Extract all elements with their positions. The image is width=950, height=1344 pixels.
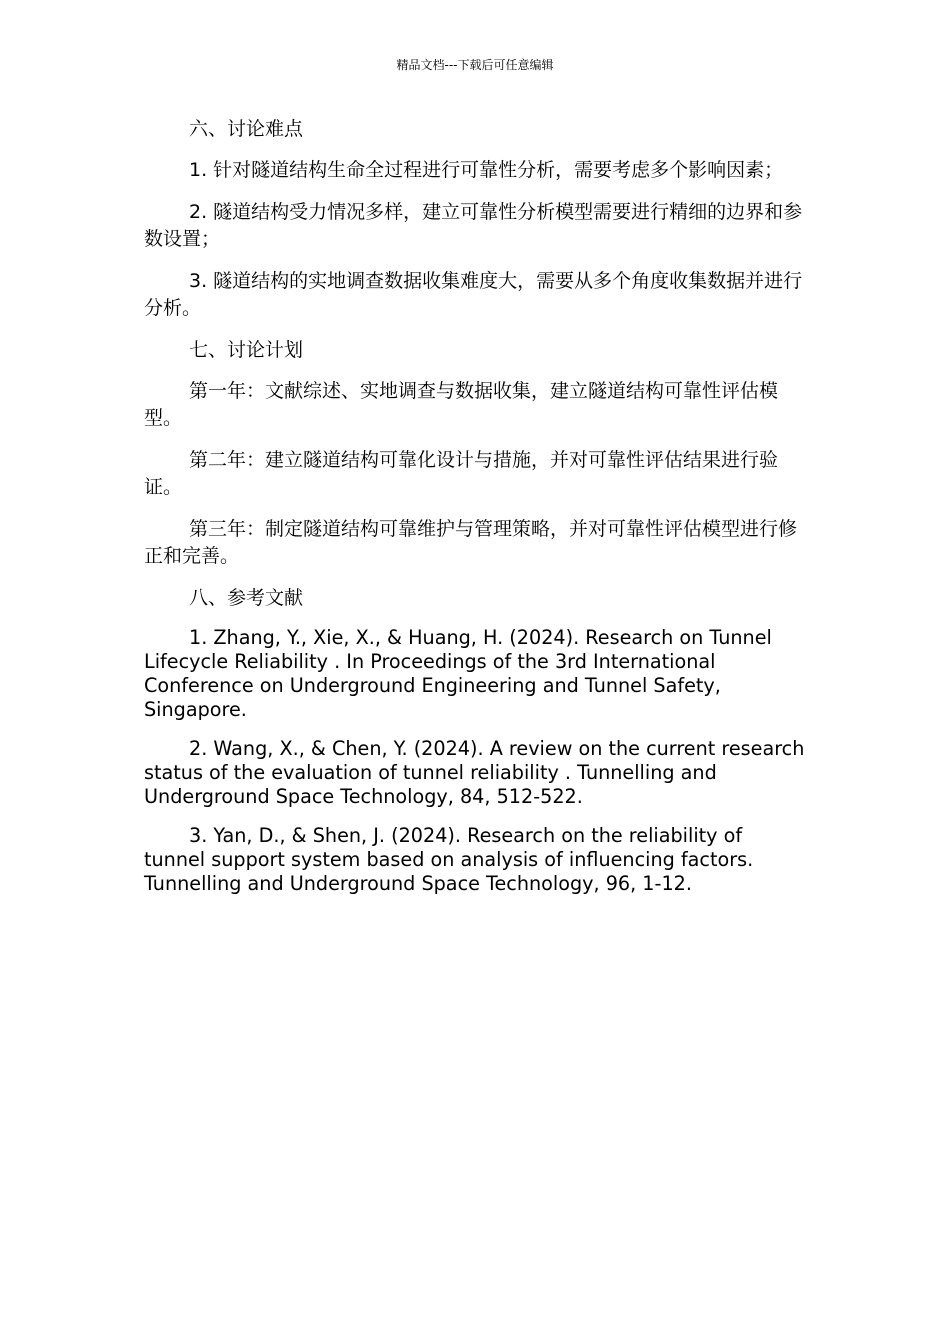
difficulty-item-2: 2. 隧道结构受力情况多样，建立可靠性分析模型需要进行精细的边界和参数设置； xyxy=(144,201,803,250)
section-heading-plan: 七、讨论计划 xyxy=(189,339,304,361)
section-heading-difficulties: 六、讨论难点 xyxy=(189,118,304,140)
page-header: 精品文档---下载后可任意编辑 xyxy=(396,58,554,72)
reference-item-1: 1. Zhang, Y., Xie, X., & Huang, H. (2024). Research on Tunnel Lifecycle Reliability . In Proceedings of the 3rd International Conference on Underground Engineering and Tunnel Safety, Singapore. xyxy=(144,626,772,721)
difficulty-item-3: 3. 隧道结构的实地调查数据收集难度大，需要从多个角度收集数据并进行分析。 xyxy=(144,270,803,319)
reference-item-2: 2. Wang, X., & Chen, Y. (2024). A review on the current research status of the evaluation of tunnel reliability . Tunnelling and Underground Space Technology, 84, 512-522. xyxy=(144,737,805,808)
section-heading-references: 八、参考文献 xyxy=(189,587,304,609)
plan-item-2: 第二年：建立隧道结构可靠化设计与措施，并对可靠性评估结果进行验证。 xyxy=(144,449,779,498)
difficulty-item-1: 1. 针对隧道结构生命全过程进行可靠性分析，需要考虑多个影响因素； xyxy=(189,159,784,181)
plan-item-1: 第一年：文献综述、实地调查与数据收集，建立隧道结构可靠性评估模型。 xyxy=(144,380,779,429)
reference-item-3: 3. Yan, D., & Shen, J. (2024). Research on the reliability of tunnel support system based on analysis of influencing factors. Tunnelling and Underground Space Technology, 96, 1-12. xyxy=(144,824,754,895)
plan-item-3: 第三年：制定隧道结构可靠维护与管理策略，并对可靠性评估模型进行修正和完善。 xyxy=(144,518,798,567)
document-body xyxy=(144,116,808,911)
